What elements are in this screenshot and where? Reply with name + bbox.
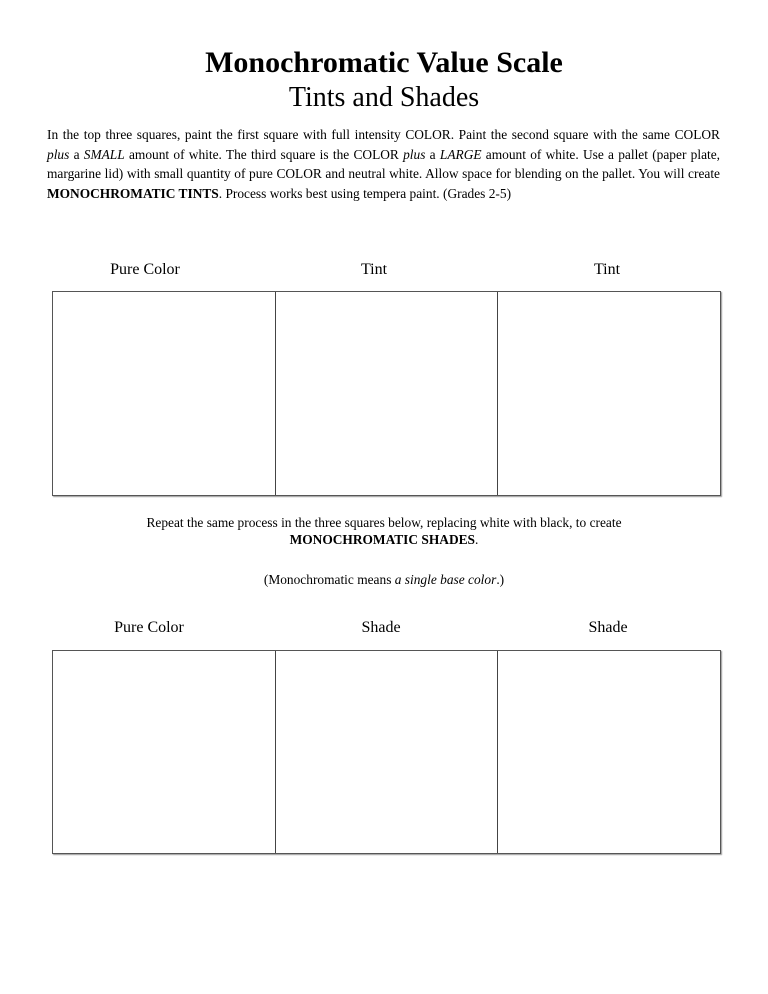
- note-text: (Monochromatic means: [263, 572, 395, 587]
- shade-label-shade-2: Shade: [588, 619, 628, 636]
- square-shade-2: [498, 651, 720, 853]
- monochromatic-note: [0, 571, 768, 588]
- instructions-paragraph: [47, 125, 720, 203]
- shades-squares: [52, 650, 721, 854]
- square-tint-1: [276, 292, 499, 495]
- intro-text: a: [69, 146, 84, 162]
- intro-italic-large: LARGE: [439, 146, 482, 162]
- square-tint-2: [498, 292, 720, 495]
- shades-bold-text: MONOCHROMATIC SHADES: [289, 532, 475, 547]
- tint-label-tint-1: Tint: [360, 261, 388, 278]
- tint-label-pure-color: Pure Color: [110, 261, 180, 278]
- intro-text: a: [425, 146, 440, 162]
- tints-squares: [52, 291, 721, 496]
- intro-text: In the top three squares, paint the first square with full intensity COLOR. Paint the second square with the same COLOR: [47, 127, 720, 142]
- intro-italic-plus: plus: [47, 146, 70, 162]
- shade-label-pure-color: Pure Color: [114, 619, 184, 636]
- square-pure-color-shades: [53, 651, 276, 853]
- intro-italic-plus: plus: [403, 146, 426, 162]
- page-title: Monochromatic Value Scale: [205, 46, 563, 79]
- page-subtitle: Tints and Shades: [288, 82, 480, 113]
- intro-text: amount of white. Use a pallet (paper plate, margarine lid) with small quantity of pure COLOR and neutral white. Allow space for blending on the pallet. You will create: [47, 146, 721, 181]
- tint-label-tint-2: Tint: [593, 261, 621, 278]
- intro-text: . Process works best using tempera paint. (Grades 2-5): [218, 185, 512, 201]
- period: .: [475, 532, 479, 547]
- shade-label-shade-1: Shade: [361, 619, 401, 636]
- square-shade-1: [276, 651, 499, 853]
- intro-bold-tints: MONOCHROMATIC TINTS: [47, 185, 219, 201]
- note-text: .): [496, 572, 505, 587]
- shades-instruction: [0, 514, 768, 548]
- note-italic: a single base color: [394, 572, 497, 587]
- intro-text: amount of white. The third square is the COLOR: [124, 146, 404, 162]
- intro-italic-small: SMALL: [83, 146, 125, 162]
- square-pure-color-tints: [53, 292, 276, 495]
- shades-instruction-text: Repeat the same process in the three squares below, replacing white with black, to create: [146, 515, 622, 530]
